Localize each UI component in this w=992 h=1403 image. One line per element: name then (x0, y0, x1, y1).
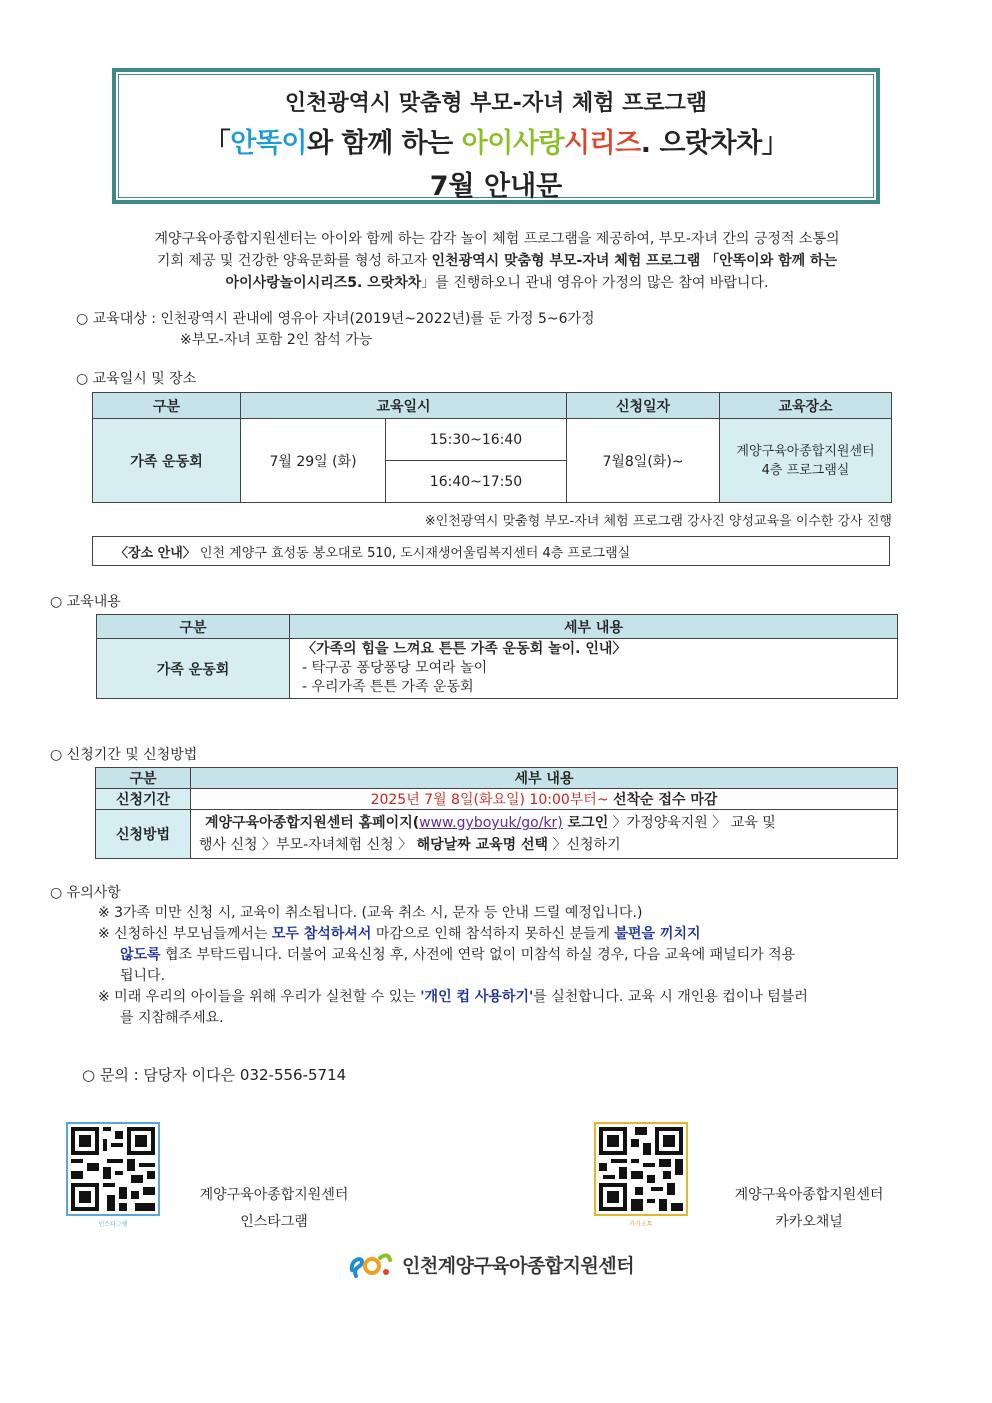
apply-period: 2025년 7월 8일(화요일) 10:00부터~ 선착순 접수 마감 (191, 789, 898, 810)
schedule-time-2: 16:40~17:50 (386, 461, 567, 503)
content-title: 〈가족의 힘을 느껴요 튼튼 가족 운동회 놀이. 인내〉 (302, 641, 627, 657)
kakao-qr-block[interactable] (594, 1122, 688, 1230)
schedule-heading: ○ 교육일시 및 장소 (76, 371, 197, 387)
schedule-footnote: ※인천광역시 맞춤형 부모-자녀 체험 프로그램 강사진 양성교육을 이수한 강사 진행 (424, 514, 892, 529)
instagram-qr-icon[interactable] (66, 1122, 160, 1216)
schedule-place: 계양구육아종합지원센터 4층 프로그램실 (720, 419, 892, 503)
intro-line-2: 기회 제공 및 건강한 양육문화를 형성 하고자 인천광역시 맞춤형 부모-자녀 체험 프로그램 「안똑이와 함께 하는 (156, 253, 838, 269)
center-logo (348, 1247, 634, 1281)
target-note: ※부모-자녀 포함 2인 참석 가능 (180, 332, 373, 348)
apply-heading: ○ 신청기간 및 신청방법 (50, 747, 198, 763)
instagram-caption: 계양구육아종합지원센터 인스타그램 (199, 1187, 349, 1230)
kakao-qr-icon[interactable] (594, 1122, 688, 1216)
content-header-category: 구분 (97, 615, 290, 639)
title-line-3: 7월 안내문 (429, 171, 563, 202)
apply-table (95, 767, 898, 859)
title-box (112, 68, 880, 204)
title-line-1: 인천광역시 맞춤형 부모-자녀 체험 프로그램 (284, 91, 708, 116)
content-table (96, 614, 898, 699)
content-item: - 탁구공 퐁당퐁당 모여라 놀이 (302, 660, 488, 676)
note-1: ※ 3가족 미만 신청 시, 교육이 취소됩니다. (교육 취소 시, 문자 등 안내 드릴 예정입니다.) (98, 905, 643, 921)
note-3: ※ 미래 우리의 아이들을 위해 우리가 실천할 수 있는 '개인 컵 사용하기'를 실천합니다. 교육 시 개인용 컵이나 텀블러 (98, 989, 808, 1005)
schedule-header-category: 구분 (93, 393, 241, 419)
center-logo-text: 인천계양구육아종합지원센터 (402, 1254, 635, 1277)
apply-method: 계양구육아종합지원센터 홈페이지(www.gyboyuk/go/kr) 로그인 〉가정양육지원 〉 교육 및 행사 신청 〉부모-자녀체험 신청 〉 해당날짜 교육명 선택 〉신청하기 (191, 810, 898, 859)
notes-heading: ○ 유의사항 (50, 885, 121, 901)
instagram-qr-block[interactable] (66, 1122, 160, 1230)
location-text: 인천 계양구 효성동 봉오대로 510, 도시재생어울림복지센터 4층 프로그램실 (195, 546, 631, 561)
content-header-detail: 세부 내용 (290, 615, 898, 639)
instagram-qr-tag: 인스타그램 (98, 1221, 128, 1228)
kakao-qr-tag: 카카오톡 (629, 1221, 653, 1228)
intro-paragraph (72, 228, 922, 294)
target-line: ○ 교육대상 : 인천광역시 관내에 영유아 자녀(2019년~2022년)를 둔 가정 5~6가정 (76, 311, 595, 327)
apply-header-detail: 세부 내용 (191, 768, 898, 789)
location-label: 〈장소 안내〉 (115, 546, 196, 561)
schedule-date: 7월 29일 (화) (241, 419, 386, 503)
schedule-header-apply-date: 신청일자 (567, 393, 720, 419)
homepage-link[interactable]: www.gyboyuk/go/kr) (419, 815, 563, 831)
schedule-apply-date: 7월8일(화)~ (567, 419, 720, 503)
contact-line: ○ 문의 : 담당자 이다은 032-556-5714 (82, 1066, 347, 1084)
content-heading: ○ 교육내용 (50, 594, 121, 610)
schedule-table (92, 392, 892, 503)
intro-line-1: 계양구육아종합지원센터는 아이와 함께 하는 감각 놀이 체험 프로그램을 제공하여, 부모-자녀 간의 긍정적 소통의 (154, 231, 840, 247)
schedule-header-datetime: 교육일시 (241, 393, 567, 419)
schedule-time-1: 15:30~16:40 (386, 419, 567, 461)
apply-period-label: 신청기간 (96, 789, 191, 810)
location-box (92, 536, 890, 566)
title-line-2: 「안똑이와 함께 하는 아이사랑시리즈. 으랏차차」 (203, 128, 789, 159)
schedule-row-label: 가족 운동회 (93, 419, 241, 503)
content-detail (290, 639, 898, 699)
content-row-label: 가족 운동회 (97, 639, 290, 699)
apply-header-category: 구분 (96, 768, 191, 789)
center-logo-icon (348, 1248, 394, 1280)
note-2: ※ 신청하신 부모님들께서는 모두 참석하셔서 마감으로 인해 참석하지 못하신 분들게 불편을 끼치지 (98, 926, 701, 942)
apply-method-label: 신청방법 (96, 810, 191, 859)
intro-line-3: 아이사랑놀이시리즈5. 으랏차차」를 진행하오니 관내 영유아 가정의 많은 참여 바랍니다. (225, 275, 769, 291)
kakao-caption: 계양구육아종합지원센터 카카오채널 (734, 1187, 884, 1230)
schedule-header-place: 교육장소 (720, 393, 892, 419)
content-item: - 우리가족 튼튼 가족 운동회 (302, 679, 474, 695)
notes-body: ※ 3가족 미만 신청 시, 교육이 취소됩니다. (교육 취소 시, 문자 등 안내 드릴 예정입니다.) ※ 신청하신 부모님들께서는 모두 참석하셔서 마감으로 인해 참석하지 못하신 분들게 불편을 끼치지 않도록 협조 부탁드립니다. 더불어 교육신청 후, 사전에 연락 없이 미참석 하실 경우, 다음 교육에 패널티가 적용 됩니다. ※ 미래 우리의 아이들을 위해 우리가 실천할 수 있는 '개인 컵 사용하기'를 실천합니다. 교육 시 개인용 컵이나 텀블러 를 지참해주세요. (98, 903, 946, 1029)
